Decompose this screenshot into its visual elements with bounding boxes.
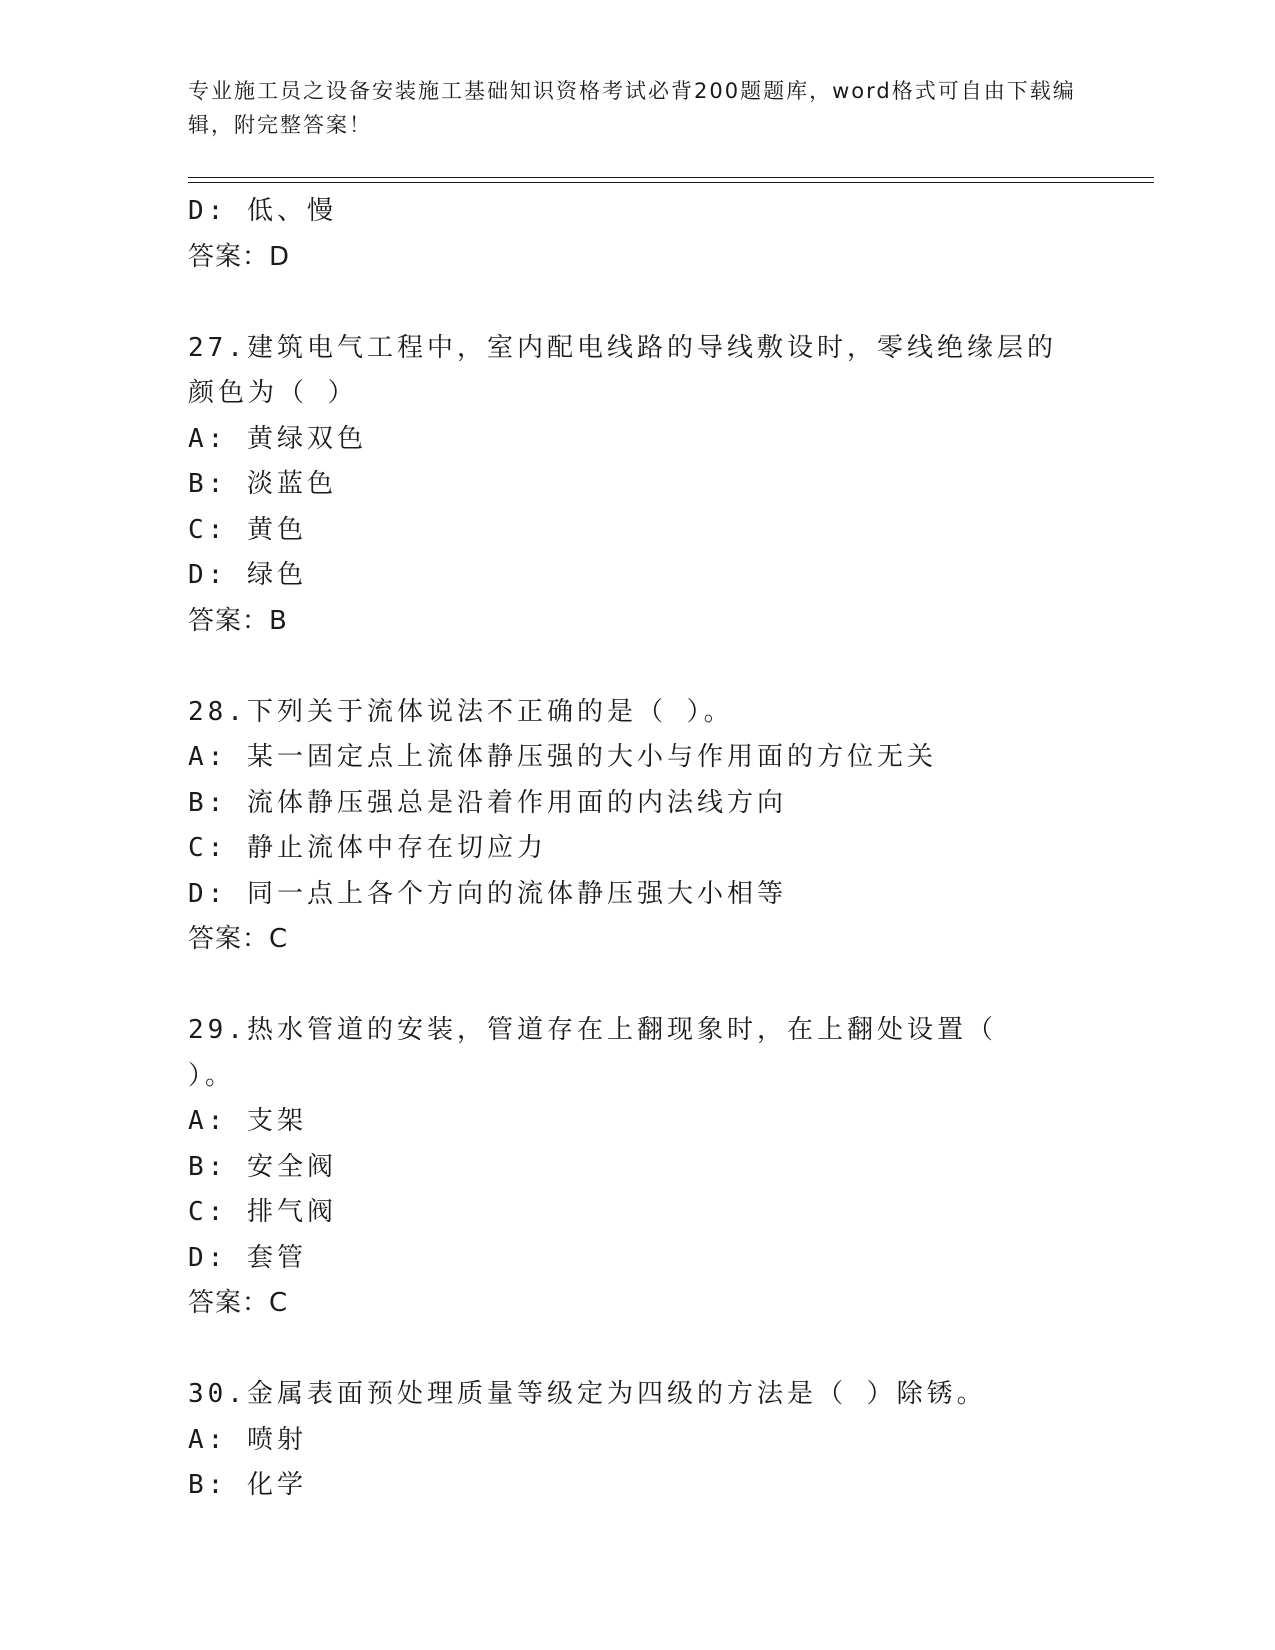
option-d: D: 低、慢 <box>188 196 337 226</box>
question-text: 28.下列关于流体说法不正确的是（ ）。 <box>188 696 734 727</box>
answer-line: 答案：C <box>188 1288 289 1318</box>
option-a: A: 喷射 <box>188 1424 307 1455</box>
option-b: B: 化学 <box>188 1470 307 1500</box>
option-d: D: 同一点上各个方向的流体静压强大小相等 <box>188 878 787 909</box>
option-c: C: 黄色 <box>188 514 307 545</box>
question-block <box>188 1008 1088 1327</box>
spacer <box>188 644 1088 690</box>
question-text: 29.热水管道的安装，管道存在上翻现象时，在上翻处设置（ ）。 <box>188 1015 997 1091</box>
question-block <box>188 690 1088 963</box>
spacer <box>188 963 1088 1009</box>
document-header: 专业施工员之设备安装施工基础知识资格考试必背200题题库，word格式可自由下载编辑，附完整答案！ <box>188 79 1076 137</box>
spacer <box>188 1327 1088 1373</box>
question-text: 27.建筑电气工程中，室内配电线路的导线敷设时，零线绝缘层的颜色为（ ） <box>188 332 1057 408</box>
option-c: C: 排气阀 <box>188 1197 337 1227</box>
option-b: B: 流体静压强总是沿着作用面的内法线方向 <box>188 787 787 818</box>
question-block <box>188 1372 1088 1509</box>
header-divider-top <box>188 177 1154 178</box>
header-divider-bottom <box>188 182 1154 183</box>
answer-line: 答案：B <box>188 605 288 636</box>
option-c: C: 静止流体中存在切应力 <box>188 833 547 863</box>
option-d: D: 套管 <box>188 1242 307 1273</box>
spacer <box>188 280 1088 326</box>
question-text: 30.金属表面预处理质量等级定为四级的方法是（ ）除锈。 <box>188 1379 987 1409</box>
option-a: A: 支架 <box>188 1106 307 1136</box>
option-b: B: 淡蓝色 <box>188 469 337 499</box>
option-d: D: 绿色 <box>188 560 307 590</box>
question-list <box>188 189 1088 1509</box>
answer-line: 答案：D <box>188 241 291 272</box>
question-block <box>188 326 1088 645</box>
option-b: B: 安全阀 <box>188 1151 337 1182</box>
option-a: A: 某一固定点上流体静压强的大小与作用面的方位无关 <box>188 742 937 772</box>
answer-line: 答案：C <box>188 924 289 954</box>
option-a: A: 黄绿双色 <box>188 423 367 454</box>
